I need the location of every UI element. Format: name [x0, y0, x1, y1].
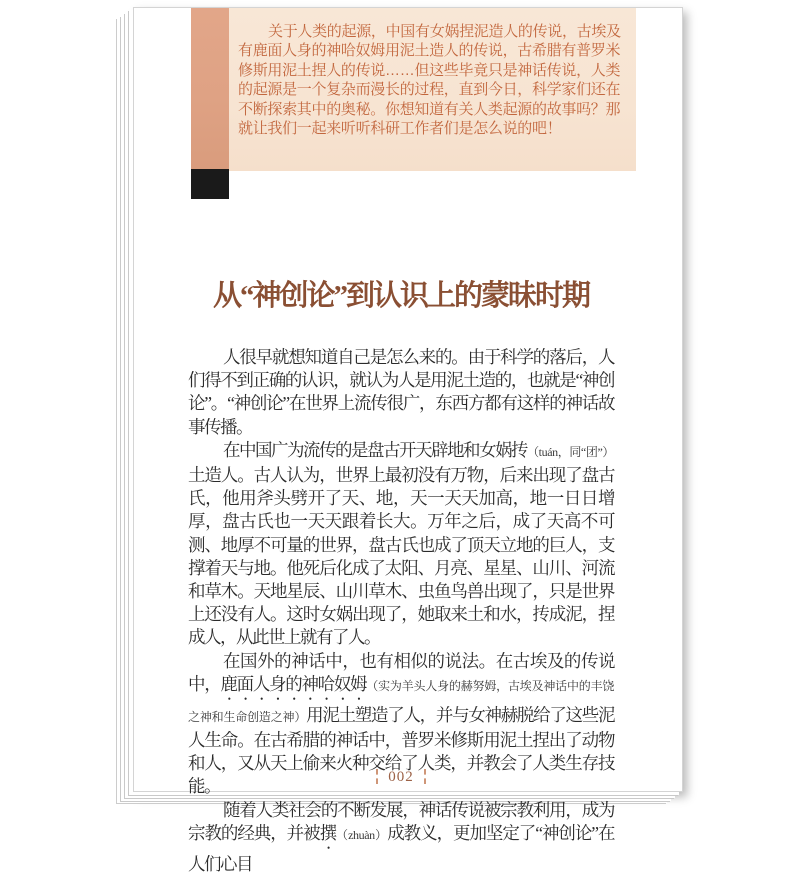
chapter-tab-black-block: [191, 169, 229, 199]
footer-dash-right: [424, 769, 426, 784]
footer-dash-left: [376, 769, 378, 784]
intro-line: 就让我们一起来听听科研工作者们是怎么说的吧！: [238, 120, 562, 138]
body-text: 用泥土塑造了人，并与女神赫脱给了这些泥人生命。在古希腊的神话中，普罗米修斯用泥土捏出了动物和人，又从天上偷来火种交给了人类，并教会了人类生存技能。: [188, 704, 614, 797]
emphasized-text: 鹿面人身的神哈奴姆: [220, 673, 367, 694]
body-text: 土造人。古人认为，世界上最初没有万物，后来出现了盘古氏，他用斧头劈开了天、地，天一天天加高，地一日日增厚，盘古氏也一天天跟着长大。万年之后，成了天高不可测、地厚不可量的世界，盘古氏也成了顶天立地的巨人，支撑着天与地。他死后化成了太阳、月亮、星星、山川、河流和草木。天地星辰、山川草木、虫鱼鸟兽出现了，只是世界上还没有人。这时女娲出现了，她取来土和水，抟成泥，捏成人，从此世上就有了人。: [188, 465, 614, 648]
annotation-note: （tuán，同“团”）: [527, 444, 614, 459]
page-number: 002: [388, 769, 414, 785]
body-text: 随着人类社会的不断发展，神话传说被宗教利用，成为宗教的经典，并被: [188, 799, 614, 843]
body-text: 成教义，更加坚定了“神创论”在人们心目: [188, 822, 615, 874]
emphasized-text: 撰: [319, 822, 337, 843]
intro-line: 修斯用泥土捏人的传说……但这些毕竟只是神话传说，人类: [238, 61, 621, 79]
page-footer: [188, 769, 614, 786]
body-text: 在国外的神话中，也有相似的说法。在古埃及的传说中，: [188, 650, 614, 694]
chapter-title: 从“神创论”到认识上的蒙昧时期: [212, 280, 589, 313]
intro-line: 关于人类的起源，中国有女娲捏泥造人的传说，古埃及: [268, 23, 621, 40]
book-page: [133, 7, 683, 874]
body-paragraph: [188, 439, 614, 650]
body-text: 人很早就想知道自己是怎么来的。由于科学的落后，人们得不到正确的认识，就认为人是用泥土造的，也就是“神创论”。“神创论”在世界上流传很广，东西方都有这样的神话故事传播。: [188, 347, 614, 437]
intro-highlight-box: [229, 8, 636, 171]
intro-text: [238, 22, 630, 138]
intro-line: 不断探索其中的奥秘。你想知道有关人类起源的故事吗？那: [238, 100, 621, 118]
intro-line: 的起源是一个复杂而漫长的过程，直到今日，科学家们还在: [238, 81, 621, 99]
annotation-note: （实为羊头人身的赫努姆，古埃及神话中的丰饶之神和生命创造之神）: [188, 678, 615, 724]
chapter-tab-strip: [191, 8, 229, 169]
body-text: 在中国广为流传的是盘古开天辟地和女娲抟: [223, 439, 528, 460]
annotation-note: （zhuàn）: [336, 827, 388, 842]
body-paragraph: [188, 799, 614, 876]
intro-line: 有鹿面人身的神哈奴姆用泥土造人的传说，古希腊有普罗米: [238, 42, 621, 60]
body-paragraph: [188, 346, 614, 439]
body-text-column: [188, 346, 614, 876]
